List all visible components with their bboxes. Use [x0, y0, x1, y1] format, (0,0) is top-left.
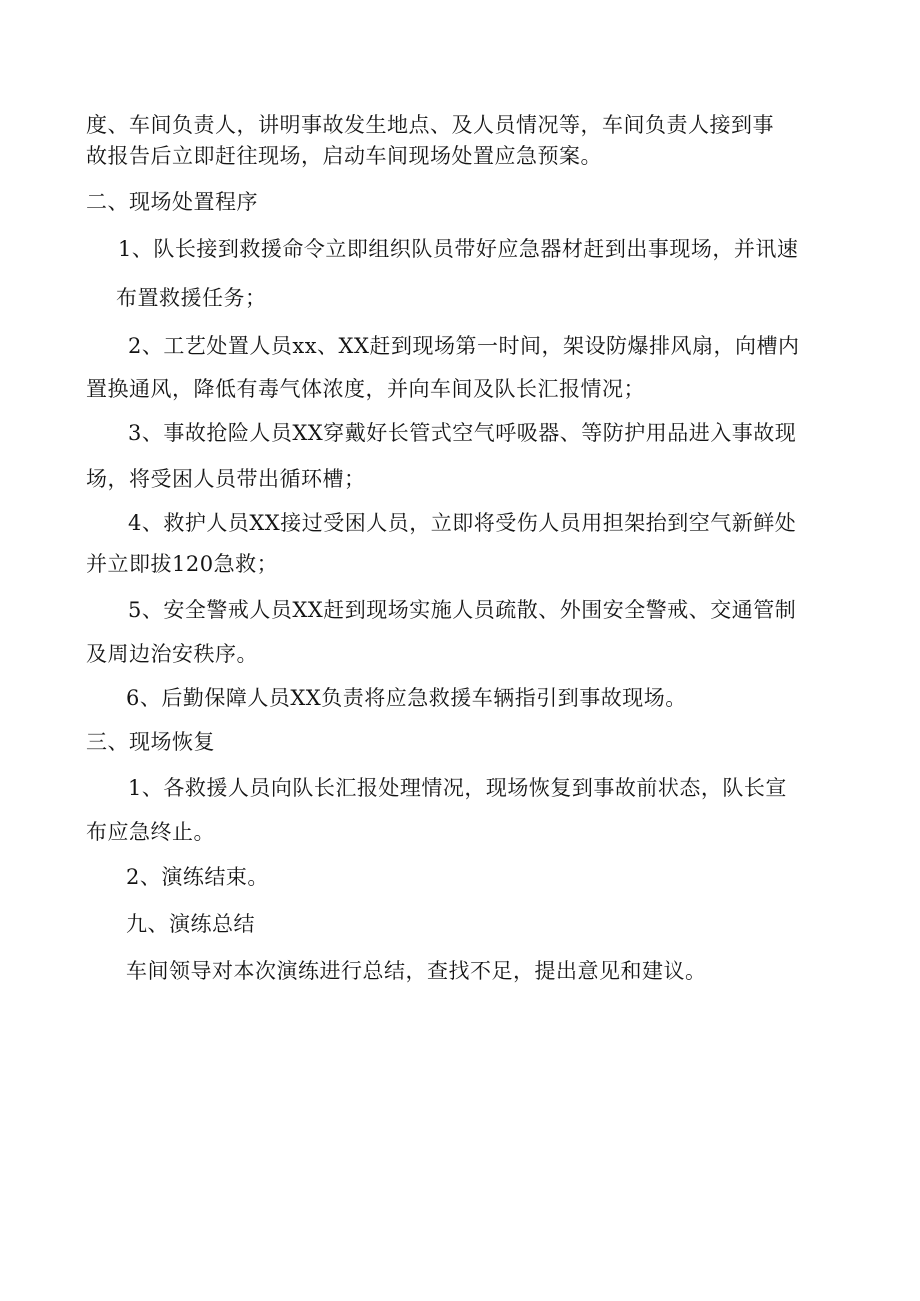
section-2-item-5-line-2: 及周边治安秩序。	[86, 642, 258, 666]
section-9-heading: 九、演练总结	[126, 912, 255, 936]
section-2-item-5-line-1: 5、安全警戒人员XX赶到现场实施人员疏散、外围安全警戒、交通管制	[128, 598, 797, 622]
section-2-item-6-line-1: 6、后勤保障人员XX负责将应急救援车辆指引到事故现场。	[126, 686, 687, 710]
intro-line-2: 故报告后立即赶往现场，启动车间现场处置应急预案。	[86, 144, 602, 168]
section-3-item-2-line-1: 2、演练结束。	[126, 865, 269, 889]
section-3-heading: 三、现场恢复	[86, 730, 215, 754]
section-2-item-1-line-1: 1、队长接到救援命令立即组织队员带好应急器材赶到出事现场，并讯速	[118, 237, 799, 261]
section-2-heading: 二、现场处置程序	[86, 190, 258, 214]
section-3-item-1-line-1: 1、各救援人员向队长汇报处理情况，现场恢复到事故前状态，队长宣	[128, 776, 787, 800]
section-2-item-3-line-2: 场，将受困人员带出循环槽；	[86, 467, 366, 491]
section-2-item-2-line-2: 置换通风，降低有毒气体浓度，并向车间及队长汇报情况；	[86, 377, 645, 401]
section-2-item-3-line-1: 3、事故抢险人员XX穿戴好长管式空气呼吸器、等防护用品进入事故现	[128, 421, 797, 445]
section-9-body: 车间领导对本次演练进行总结，查找不足，提出意见和建议。	[126, 959, 707, 983]
section-2-item-4-line-1: 4、救护人员XX接过受困人员，立即将受伤人员用担架抬到空气新鲜处	[128, 511, 797, 535]
intro-line-1: 度、车间负责人，讲明事故发生地点、及人员情况等，车间负责人接到事	[86, 113, 774, 137]
section-3-item-1-line-2: 布应急终止。	[86, 820, 215, 844]
section-2-item-2-line-1: 2、工艺处置人员xx、XX赶到现场第一时间，架设防爆排风扇，向槽内	[128, 334, 800, 358]
section-2-item-1-line-2: 布置救援任务；	[116, 286, 267, 310]
section-2-item-4-line-2: 并立即拔120急救；	[86, 552, 279, 576]
